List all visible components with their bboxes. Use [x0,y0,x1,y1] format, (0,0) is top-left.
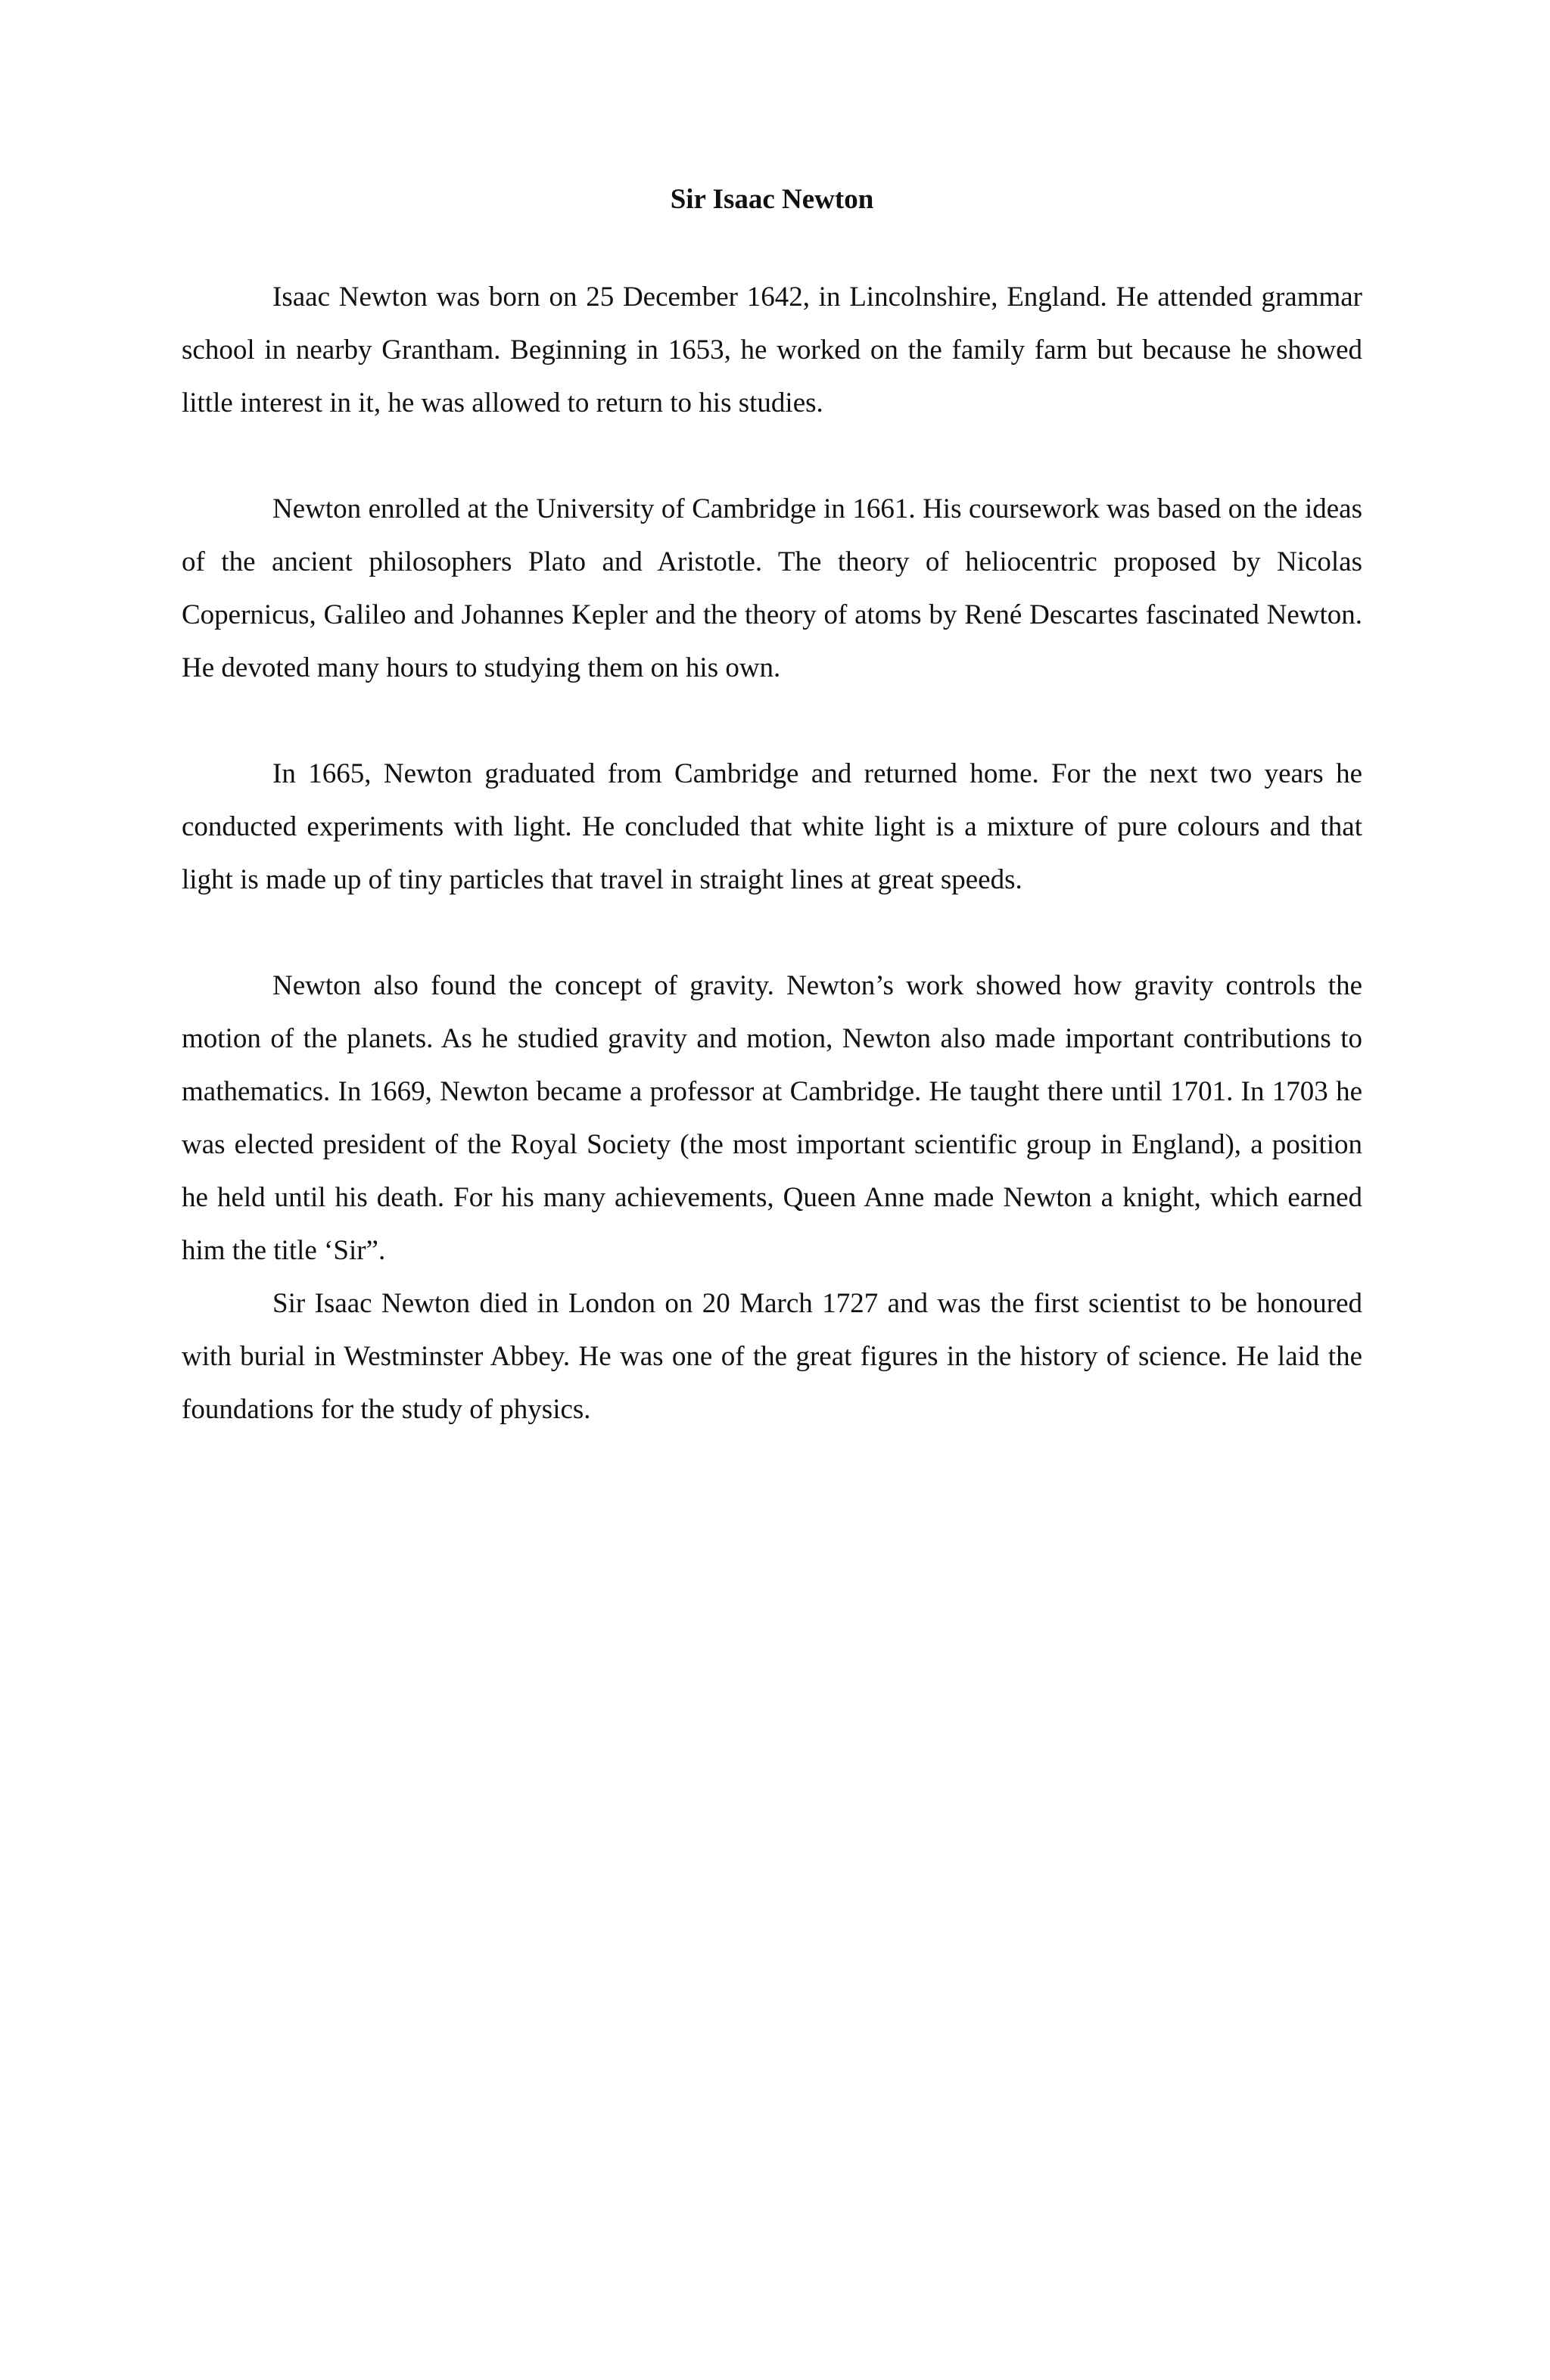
paragraph-cambridge: Newton enrolled at the University of Cambridge in 1661. His coursework was based on the ideas of the ancient philosophers Plato and Aristotle. The theory of heliocentric proposed by Nicolas Copernicus, Galileo and Johannes Kepler and the theory of atoms by René Descartes fascinated Newton. He devoted many hours to studying them on his own. [182,493,1362,683]
paragraph-light: In 1665, Newton graduated from Cambridge and returned home. For the next two years he conducted experiments with light. He concluded that white light is a mixture of pure colours and that light is made up of tiny particles that travel in straight lines at great speeds. [182,758,1362,895]
paragraph-birth: Isaac Newton was born on 25 December 1642, in Lincolnshire, England. He attended grammar school in nearby Grantham. Beginning in 1653, he worked on the family farm but because he showed little interest in it, he was allowed to return to his studies. [182,282,1362,418]
paragraph-gravity: Newton also found the concept of gravity. Newton’s work showed how gravity controls the motion of the planets. As he studied gravity and motion, Newton also made important contributions to mathematics. In 1669, Newton became a professor at Cambridge. He taught there until 1701. In 1703 he was elected president of the Royal Society (the most important scientific group in England), a position he held until his death. For his many achievements, Queen Anne made Newton a knight, which earned him the title ‘Sir”. [182,970,1362,1266]
paragraph-death: Sir Isaac Newton died in London on 20 March 1727 and was the first scientist to be honoured with burial in Westminster Abbey. He was one of the great figures in the history of science. He laid the foundations for the study of physics. [182,1288,1362,1425]
document-title: Sir Isaac Newton [670,184,874,215]
document-page [182,182,1362,1436]
